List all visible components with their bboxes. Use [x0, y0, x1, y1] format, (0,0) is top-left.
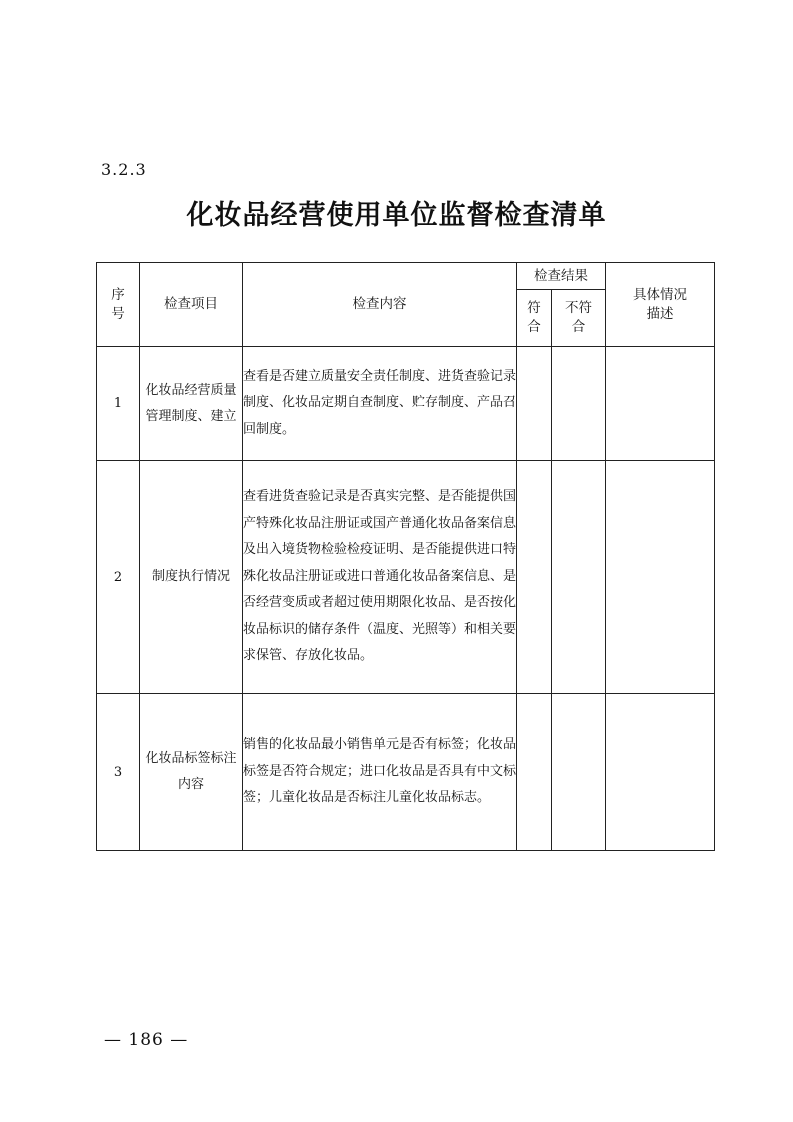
header-seq: 序号: [97, 263, 140, 347]
row-conform-cell[interactable]: [517, 347, 552, 461]
row-details-cell[interactable]: [606, 461, 715, 694]
table-row: [97, 461, 715, 694]
row-conform-cell[interactable]: [517, 694, 552, 851]
header-details: 具体情况描述: [606, 263, 715, 347]
section-number: 3.2.3: [101, 160, 147, 179]
row-content: 销售的化妆品最小销售单元是否有标签；化妆品标签是否符合规定；进口化妆品是否具有中文标签；儿童化妆品是否标注儿童化妆品标志。: [243, 694, 517, 851]
header-result: 检查结果: [517, 263, 606, 290]
header-nonconform: 不符合: [552, 290, 606, 347]
checklist-table: [96, 262, 715, 851]
header-content: 检查内容: [243, 263, 517, 347]
row-item: 化妆品标签标注内容: [140, 694, 243, 851]
row-conform-cell[interactable]: [517, 461, 552, 694]
row-item: 制度执行情况: [140, 461, 243, 694]
table-row: [97, 347, 715, 461]
row-content: 查看是否建立质量安全责任制度、进货查验记录制度、化妆品定期自查制度、贮存制度、产品召回制度。: [243, 347, 517, 461]
table-row: [97, 694, 715, 851]
row-nonconform-cell[interactable]: [552, 694, 606, 851]
row-seq: 1: [97, 347, 140, 461]
row-nonconform-cell[interactable]: [552, 461, 606, 694]
row-details-cell[interactable]: [606, 347, 715, 461]
row-seq: 2: [97, 461, 140, 694]
page-number: — 186 —: [104, 1030, 189, 1050]
header-item: 检查项目: [140, 263, 243, 347]
row-item: 化妆品经营质量管理制度、建立: [140, 347, 243, 461]
row-nonconform-cell[interactable]: [552, 347, 606, 461]
document-title: 化妆品经营使用单位监督检查清单: [186, 200, 607, 231]
row-content: 查看进货查验记录是否真实完整、是否能提供国产特殊化妆品注册证或国产普通化妆品备案信息及出入境货物检验检疫证明、是否能提供进口特殊化妆品注册证或进口普通化妆品备案信息、是否经营变质或者超过使用期限化妆品、是否按化妆品标识的储存条件（温度、光照等）和相关要求保管、存放化妆品。: [243, 461, 517, 694]
header-conform: 符合: [517, 290, 552, 347]
row-seq: 3: [97, 694, 140, 851]
row-details-cell[interactable]: [606, 694, 715, 851]
